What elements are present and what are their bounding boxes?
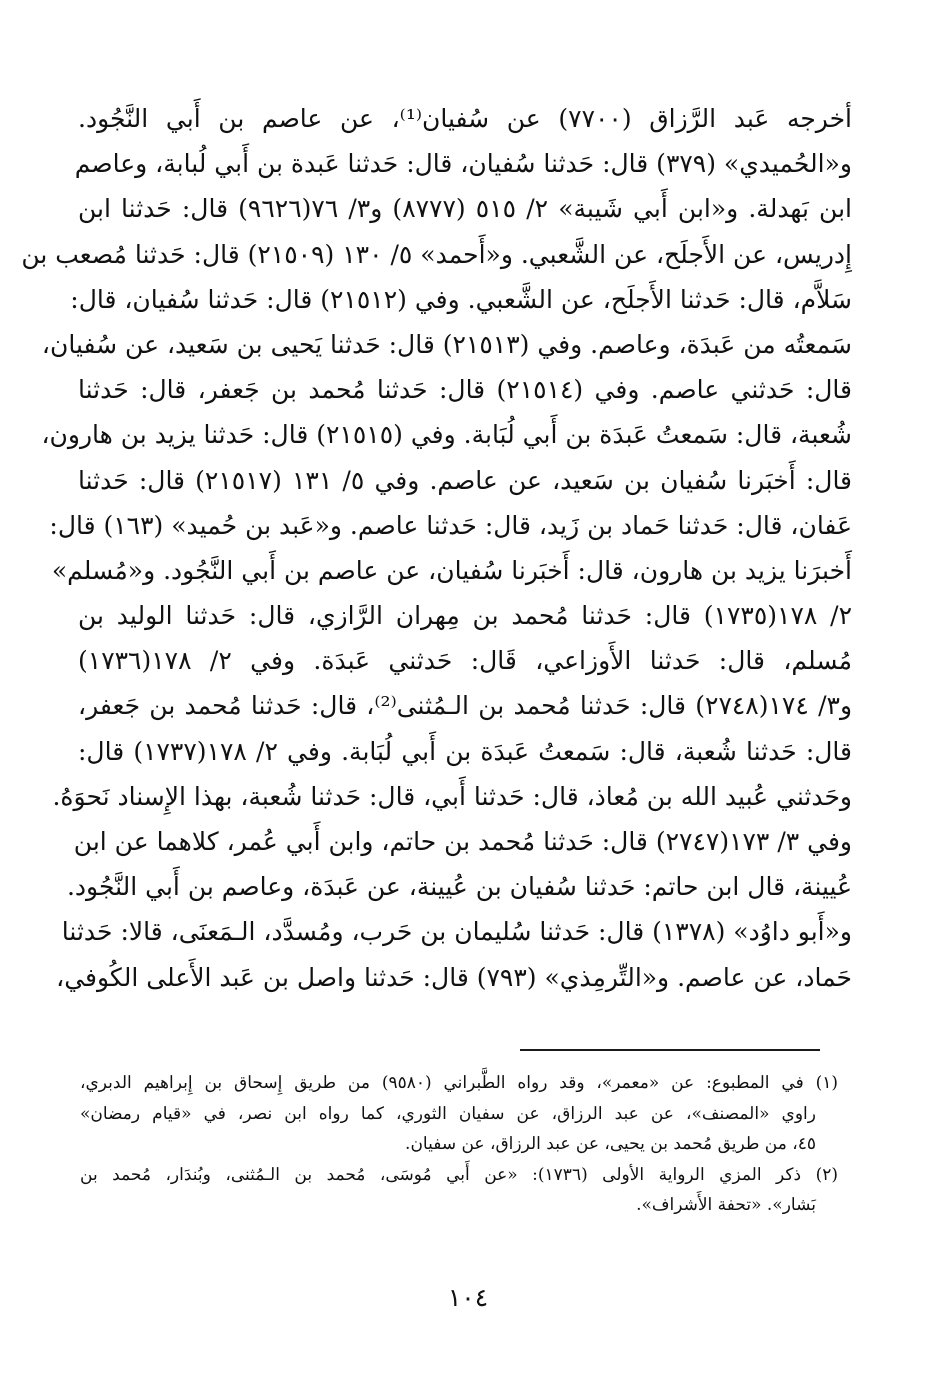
- footnote-1: [80, 1068, 838, 1160]
- text-line: و«الحُميدي» (٣٧٩) قال: حَدثنا سُفيان، قال: حَدثنا عَبدة بن أَبي لُبابة، وعاصم: [74, 149, 852, 179]
- text-line: وفي ٣/ ١٧٣(٢٧٤٧) قال: حَدثنا مُحمد بن حاتم، وابن أَبي عُمر، كلاهما عن ابن: [73, 827, 852, 856]
- footnote-line: (٢) ذكر المزي الرواية الأولى (١٧٣٦): «عن أَبي مُوسَى، مُحمد بن الـمُثنى، وبُندَار، مُحمد بن: [80, 1164, 838, 1185]
- footnote-line: بَشار». «تحفة الأَشراف».: [636, 1195, 816, 1215]
- text-line: عَفان، قال: حَدثنا حَماد بن زَيد، قال: حَدثنا عاصم. و«عَبد بن حُميد» (١٦٣) قال:: [49, 510, 852, 540]
- text-line: حَماد، عن عاصم. و«التِّرمِذي» (٧٩٣) قال: حَدثنا واصل بن عَبد الأَعلى الكُوفي،: [56, 962, 852, 992]
- text-line: ابن بَهدلة. و«ابن أَبي شَيبة» ٢/ ٥١٥ (٨٧٧٧) و٣/ ٧٦(٩٦٢٦) قال: حَدثنا ابن: [78, 194, 852, 224]
- footnote-line: ٤٥، من طريق مُحمد بن يحيى، عن عبد الرزاق، عن سفيان.: [405, 1134, 816, 1154]
- text-line: ٢/ ١٧٨(١٧٣٥) قال: حَدثنا مُحمد بن مِهران الرَّازي، قال: حَدثنا الوليد بن: [78, 601, 852, 631]
- text-line: قال: حَدثنا شُعبة، قال: سَمعتُ عَبدَة بن أَبي لُبَابة. وفي ٢/ ١٧٨(١٧٣٧) قال:: [78, 736, 852, 766]
- footnotes-block: [80, 1068, 838, 1221]
- text-line: إِدريس، عن الأَجلَح، عن الشَّعبي. و«أَحمد» ٥/ ١٣٠ (٢١٥٠٩) قال: حَدثنا مُصعب بن: [21, 239, 852, 269]
- text-line: سَلاَّم، قال: حَدثنا الأَجلَح، عن الشَّعبي. وفي (٢١٥١٢) قال: حَدثنا سُفيان، قال:: [70, 284, 852, 314]
- text-line: وحَدثني عُبيد الله بن مُعاذ، قال: حَدثنا أَبي، قال: حَدثنا شُعبة، بهذا الإِسناد نَحوَهُ.: [52, 781, 852, 811]
- text-line: عُيينة، قال ابن حاتم: حَدثنا سُفيان بن عُيينة، عن عَبدَة، وعاصم بن أَبي النَّجُود.: [66, 872, 852, 902]
- footnote-2: [80, 1160, 838, 1221]
- text-line: و٣/ ١٧٤(٢٧٤٨) قال: حَدثنا مُحمد بن الـمُثنى⁽²⁾، قال: حَدثنا مُحمد بن جَعفر،: [78, 691, 853, 721]
- text-line: سَمعتُه من عَبدَة، وعاصم. وفي (٢١٥١٣) قال: حَدثنا يَحيى بن سَعيد، عن سُفيان،: [41, 329, 852, 359]
- text-line: مُسلم، قال: حَدثنا الأَوزاعي، قَال: حَدثني عَبدَة. وفي ٢/ ١٧٨(١٧٣٦): [78, 646, 853, 676]
- text-line: قال: أَخبَرنا سُفيان بن سَعيد، عن عاصم. وفي ٥/ ١٣١ (٢١٥١٧) قال: حَدثنا: [78, 465, 853, 495]
- footnote-line: (١) في المطبوع: عن «معمر»، وقد رواه الطَّبراني (٩٥٨٠) من طريق إِسحاق بن إِبراهيم الدبري،: [80, 1073, 838, 1093]
- text-line: أخرجه عَبد الرَّزاق (٧٧٠٠) عن سُفيان⁽¹⁾، عن عاصم بن أَبي النَّجُود.: [78, 104, 852, 133]
- text-line: قال: حَدثني عاصم. وفي (٢١٥١٤) قال: حَدثنا مُحمد بن جَعفر، قال: حَدثنا: [78, 375, 852, 405]
- footnote-separator: [520, 1049, 820, 1051]
- text-line: و«أَبو داوُد» (١٣٧٨) قال: حَدثنا سُليمان بن حَرب، ومُسدَّد، الـمَعنَى، قالا: حَدثنا: [61, 917, 852, 947]
- text-line: أَخبرَنا يزيد بن هارون، قال: أَخبَرنا سُفيان، عن عاصم بن أَبي النَّجُود. و«مُسلم»: [51, 555, 852, 585]
- main-text-block: [21, 96, 853, 1000]
- page-number: ١٠٤: [447, 1283, 489, 1312]
- footnote-line: راوي «المصنف»، عن عبد الرزاق، عن سفيان الثوري، كما رواه ابن نصر، في «قيام رمضان»: [80, 1103, 816, 1124]
- text-line: شُعبة، قال: سَمعتُ عَبدَة بن أَبي لُبَابة. وفي (٢١٥١٥) قال: حَدثنا يزيد بن هارون،: [41, 420, 852, 450]
